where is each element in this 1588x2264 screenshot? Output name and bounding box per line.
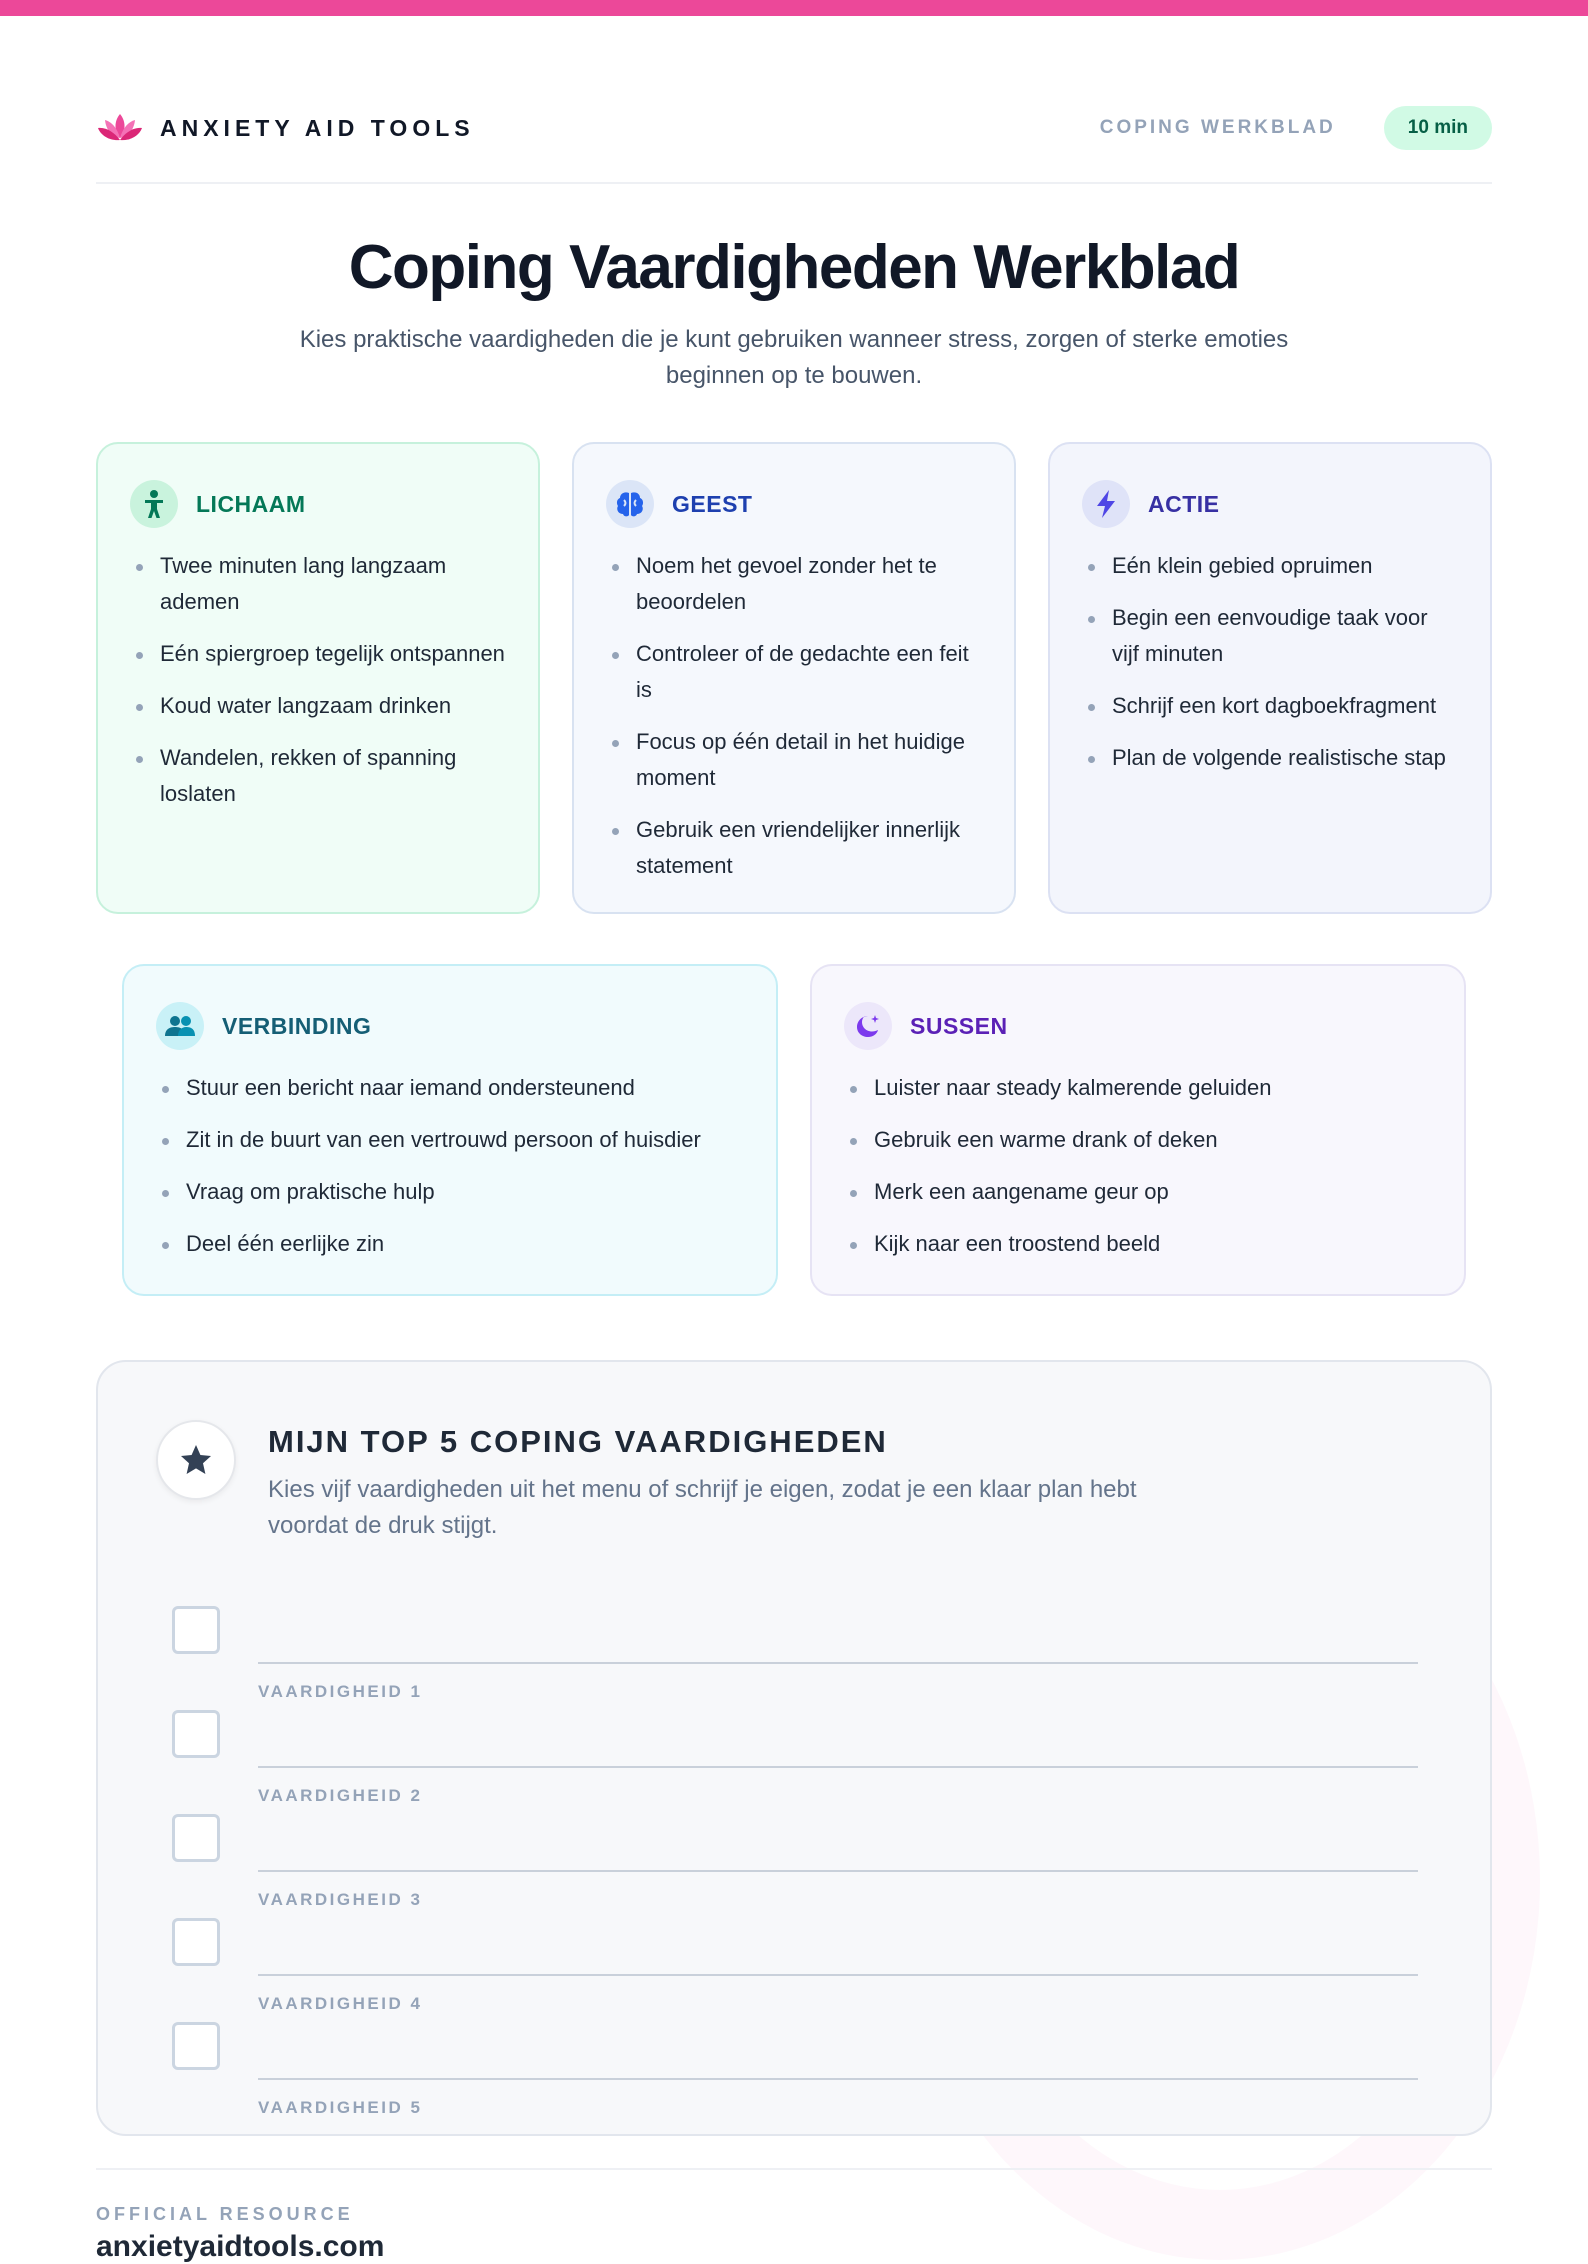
slot-label: VAARDIGHEID 5 bbox=[258, 2098, 423, 2117]
footer-divider bbox=[96, 2168, 1492, 2170]
list-item: Eén spiergroep tegelijk ontspannen bbox=[130, 636, 508, 672]
skill-slot-4 bbox=[98, 1918, 1494, 2018]
card-header bbox=[130, 480, 508, 528]
card-title: ACTIE bbox=[1148, 490, 1220, 517]
card-header bbox=[844, 1002, 1434, 1050]
list-item: Gebruik een vriendelijker innerlijk statement bbox=[606, 812, 984, 884]
skill-slot-3 bbox=[98, 1814, 1494, 1914]
person-icon bbox=[130, 480, 178, 528]
list-item: Deel één eerlijke zin bbox=[156, 1226, 746, 1262]
list-item: Noem het gevoel zonder het te beoordelen bbox=[606, 548, 984, 620]
duration-badge: 10 min bbox=[1384, 106, 1492, 150]
brand bbox=[96, 104, 475, 152]
slot-label: VAARDIGHEID 1 bbox=[258, 1682, 423, 1701]
skill-checkbox[interactable] bbox=[172, 2022, 220, 2070]
skill-checkbox[interactable] bbox=[172, 1918, 220, 1966]
card-header bbox=[156, 1002, 746, 1050]
list-item: Schrijf een kort dagboekfragment bbox=[1082, 688, 1460, 724]
category-card-sussen bbox=[810, 964, 1466, 1296]
header-meta bbox=[1100, 106, 1492, 150]
slot-label: VAARDIGHEID 3 bbox=[258, 1890, 423, 1909]
list-item: Kijk naar een troostend beeld bbox=[844, 1226, 1434, 1262]
list-item: Koud water langzaam drinken bbox=[130, 688, 508, 724]
list-item: Merk een aangename geur op bbox=[844, 1174, 1434, 1210]
list-item: Begin een eenvoudige taak voor vijf minuten bbox=[1082, 600, 1460, 672]
brand-name: ANXIETY AID TOOLS bbox=[160, 114, 475, 141]
lotus-logo-icon bbox=[96, 110, 144, 146]
list-item: Plan de volgende realistische stap bbox=[1082, 740, 1460, 776]
slot-label: VAARDIGHEID 2 bbox=[258, 1786, 423, 1805]
write-line[interactable] bbox=[258, 1766, 1418, 1768]
card-header bbox=[1082, 480, 1460, 528]
category-card-verbinding bbox=[122, 964, 778, 1296]
category-card-geest bbox=[572, 442, 1016, 914]
brain-icon bbox=[606, 480, 654, 528]
skill-checkbox[interactable] bbox=[172, 1814, 220, 1862]
write-line[interactable] bbox=[258, 1662, 1418, 1664]
list-item: Vraag om praktische hulp bbox=[156, 1174, 746, 1210]
card-title: GEEST bbox=[672, 490, 753, 517]
top-accent-bar bbox=[0, 0, 1588, 16]
card-title: VERBINDING bbox=[222, 1012, 372, 1039]
write-line[interactable] bbox=[258, 2078, 1418, 2080]
list-item: Wandelen, rekken of spanning loslaten bbox=[130, 740, 508, 812]
skill-checkbox[interactable] bbox=[172, 1710, 220, 1758]
card-title: LICHAAM bbox=[196, 490, 306, 517]
header bbox=[96, 104, 1492, 184]
skill-list bbox=[844, 1070, 1434, 1262]
category-card-lichaam bbox=[96, 442, 540, 914]
category-card-actie bbox=[1048, 442, 1492, 914]
page-title: Coping Vaardigheden Werkblad bbox=[348, 233, 1240, 302]
moon-icon bbox=[844, 1002, 892, 1050]
list-item: Focus op één detail in het huidige moment bbox=[606, 724, 984, 796]
write-line[interactable] bbox=[258, 1974, 1418, 1976]
list-item: Gebruik een warme drank of deken bbox=[844, 1122, 1434, 1158]
skill-slot-2 bbox=[98, 1710, 1494, 1810]
star-badge bbox=[156, 1420, 236, 1500]
footer-url[interactable]: anxietyaidtools.com bbox=[96, 2230, 385, 2263]
skill-list bbox=[156, 1070, 746, 1262]
skill-slot-5 bbox=[98, 2022, 1494, 2122]
skill-slot-1 bbox=[98, 1606, 1494, 1706]
list-item: Controleer of de gedachte een feit is bbox=[606, 636, 984, 708]
skill-list bbox=[606, 548, 984, 884]
page-subtitle: Kies praktische vaardigheden die je kunt gebruiken wanneer stress, zorgen of sterke emoties beginnen op te bouwen. bbox=[299, 326, 1289, 389]
list-item: Stuur een bericht naar iemand ondersteunend bbox=[156, 1070, 746, 1106]
lightning-icon bbox=[1082, 480, 1130, 528]
card-title: SUSSEN bbox=[910, 1012, 1008, 1039]
list-item: Luister naar steady kalmerende geluiden bbox=[844, 1070, 1434, 1106]
top5-description: Kies vijf vaardigheden uit het menu of schrijf je eigen, zodat je een klaar plan hebt voordat de druk stijgt. bbox=[268, 1476, 1137, 1539]
footer-label: OFFICIAL RESOURCE bbox=[96, 2204, 354, 2224]
list-item: Zit in de buurt van een vertrouwd persoon of huisdier bbox=[156, 1122, 746, 1158]
write-line[interactable] bbox=[258, 1870, 1418, 1872]
skill-list bbox=[130, 548, 508, 812]
star-icon bbox=[179, 1443, 213, 1477]
slot-label: VAARDIGHEID 4 bbox=[258, 1994, 423, 2013]
top5-title: MIJN TOP 5 COPING VAARDIGHEDEN bbox=[268, 1424, 888, 1459]
list-item: Twee minuten lang langzaam ademen bbox=[130, 548, 508, 620]
top5-section bbox=[96, 1360, 1492, 2136]
skill-list bbox=[1082, 548, 1460, 776]
card-header bbox=[606, 480, 984, 528]
doc-type-label: COPING WERKBLAD bbox=[1099, 117, 1336, 138]
list-item: Eén klein gebied opruimen bbox=[1082, 548, 1460, 584]
people-icon bbox=[156, 1002, 204, 1050]
skill-checkbox[interactable] bbox=[172, 1606, 220, 1654]
